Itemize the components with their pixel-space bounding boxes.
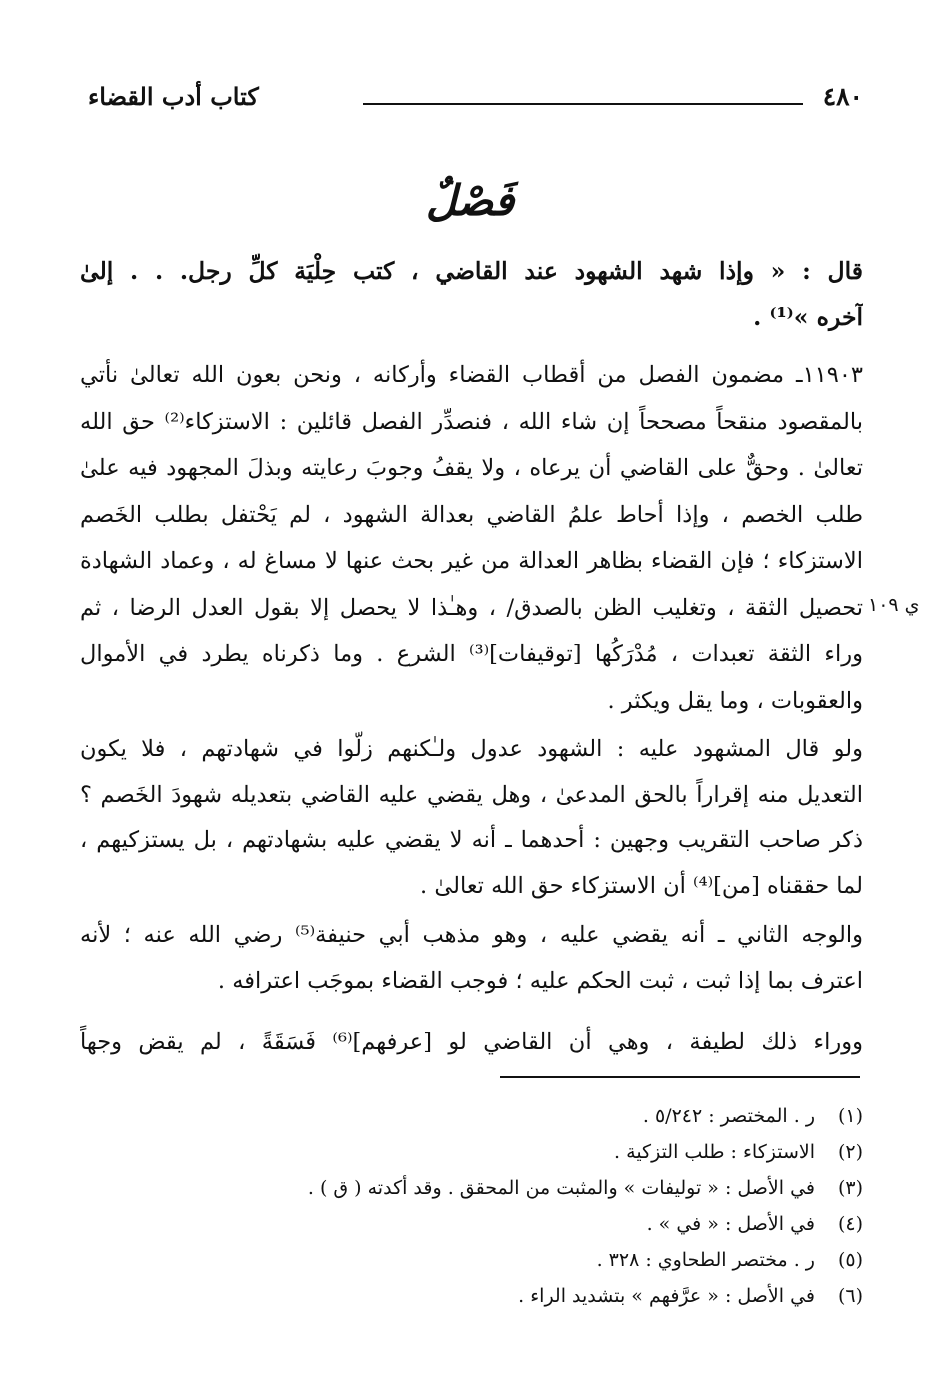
footnotes: [80, 1098, 863, 1314]
page-header: [88, 82, 863, 118]
paragraph-3: [80, 912, 863, 1004]
text-line: آخره »⁽¹⁾ .: [753, 303, 863, 331]
footnote-text: الاستزكاء : طلب التزكية .: [614, 1141, 815, 1163]
footnote-text: في الأصل : « في » .: [646, 1213, 815, 1235]
footnote-text: في الأصل : « توليفات » والمثبت من المحقق . وقد أكدته ( ق ) .: [307, 1177, 815, 1199]
text-line: ١١٩٠٣ـ مضمون الفصل من أقطاب القضاء وأركانه ، ونحن بعون الله تعالىٰ نأتي: [80, 362, 863, 388]
paragraph-2: [80, 727, 863, 909]
page-number: ٤٨٠: [822, 82, 863, 111]
footnote-number: (٦): [837, 1285, 863, 1307]
footnote-number: (١): [837, 1105, 863, 1127]
footnote: [80, 1206, 863, 1242]
footnote-number: (٥): [837, 1249, 863, 1271]
footnote-number: (٣): [837, 1177, 863, 1199]
text-line: تحصيل الثقة ، وتغليب الظن بالصدق/ ، وهـٰذا لا يحصل إلا بقول العدل الرضا ، ثم: [80, 594, 863, 621]
text-line: لما حققناه [من]⁽⁴⁾ أن الاستزكاء حق الله تعالىٰ .: [420, 872, 863, 899]
text-line: قال : « وإذا شهد الشهود عند القاضي ، كتب حِلْيَة كلِّ رجل. . . إلىٰ: [80, 257, 863, 285]
footnote: [80, 1170, 863, 1206]
text-line: الاستزكاء ؛ فإن القضاء بظاهر العدالة من غير بحث عنها لا مساغ له ، وعماد الشهادة: [80, 548, 863, 574]
header-rule: [363, 103, 803, 105]
footnote-separator: [500, 1076, 860, 1078]
text-line: ذكر صاحب التقريب وجهين : أحدهما ـ أنه لا يقضي عليه بشهادتهم ، بل يستزكيهم ،: [80, 827, 863, 853]
footnote-text: ر . المختصر : ٥/٢٤٢ .: [642, 1105, 815, 1127]
text-line: اعترف بما إذا ثبت ، ثبت الحكم عليه ؛ فوجب القضاء بموجَب اعترافه .: [217, 968, 863, 994]
text-line: التعديل منه إقراراً بالحق المدعىٰ ، وهل يقضي عليه القاضي بتعديله شهودَ الخَصم ؟: [80, 781, 863, 808]
text-line: طلب الخصم ، وإذا أحاط علمُ القاضي بعدالة الشهود ، لم يَحْتفل بطلب الخَصم: [80, 501, 863, 528]
footnote-text: ر . مختصر الطحاوي : ٣٢٨ .: [596, 1249, 815, 1271]
paragraph-1: [80, 352, 863, 724]
footnote-text: في الأصل : « عرَّفهم » بتشديد الراء .: [518, 1285, 815, 1307]
text-line: ووراء ذلك لطيفة ، وهي أن القاضي لو [عرفهم]⁽⁶⁾ فَسَقَةً ، لم يقض وجهاً: [80, 1029, 863, 1055]
footnote-number: (٢): [837, 1141, 863, 1163]
section-heading: فَصْلٌ: [425, 176, 515, 225]
footnote: [80, 1098, 863, 1134]
footnote: [80, 1134, 863, 1170]
text-line: والوجه الثاني ـ أنه يقضي عليه ، وهو مذهب أبي حنيفة⁽⁵⁾ رضي الله عنه ؛ لأنه: [80, 922, 863, 948]
text-line: بالمقصود منقحاً مصححاً إن شاء الله ، فنصدِّر الفصل قائلين : الاستزكاء⁽²⁾ حق الله: [80, 408, 863, 435]
footnote: [80, 1242, 863, 1278]
footnote: [80, 1278, 863, 1314]
running-title: كتاب أدب القضاء: [88, 82, 259, 111]
footnote-number: (٤): [837, 1213, 863, 1235]
quoted-statement: [80, 248, 863, 340]
paragraph-4: [80, 1020, 863, 1064]
text-line: وراء الثقة تعبدات ، مُدْرَكُها [توقيفات]⁽³⁾ الشرع . وما ذكرناه يطرد في الأموال: [80, 641, 863, 667]
text-line: تعالىٰ . وحقٌّ على القاضي أن يرعاه ، ولا يقفُ وجوبَ رعايته وبذلَ المجهود فيه علىٰ: [80, 455, 863, 481]
text-line: والعقوبات ، وما يقل ويكثر .: [607, 687, 863, 714]
margin-page-reference: ي ١٠٩: [868, 594, 920, 616]
text-line: ولو قال المشهود عليه : الشهود عدول ولـٰكنهم زلّوا في شهادتهم ، فلا يكون: [80, 736, 863, 762]
